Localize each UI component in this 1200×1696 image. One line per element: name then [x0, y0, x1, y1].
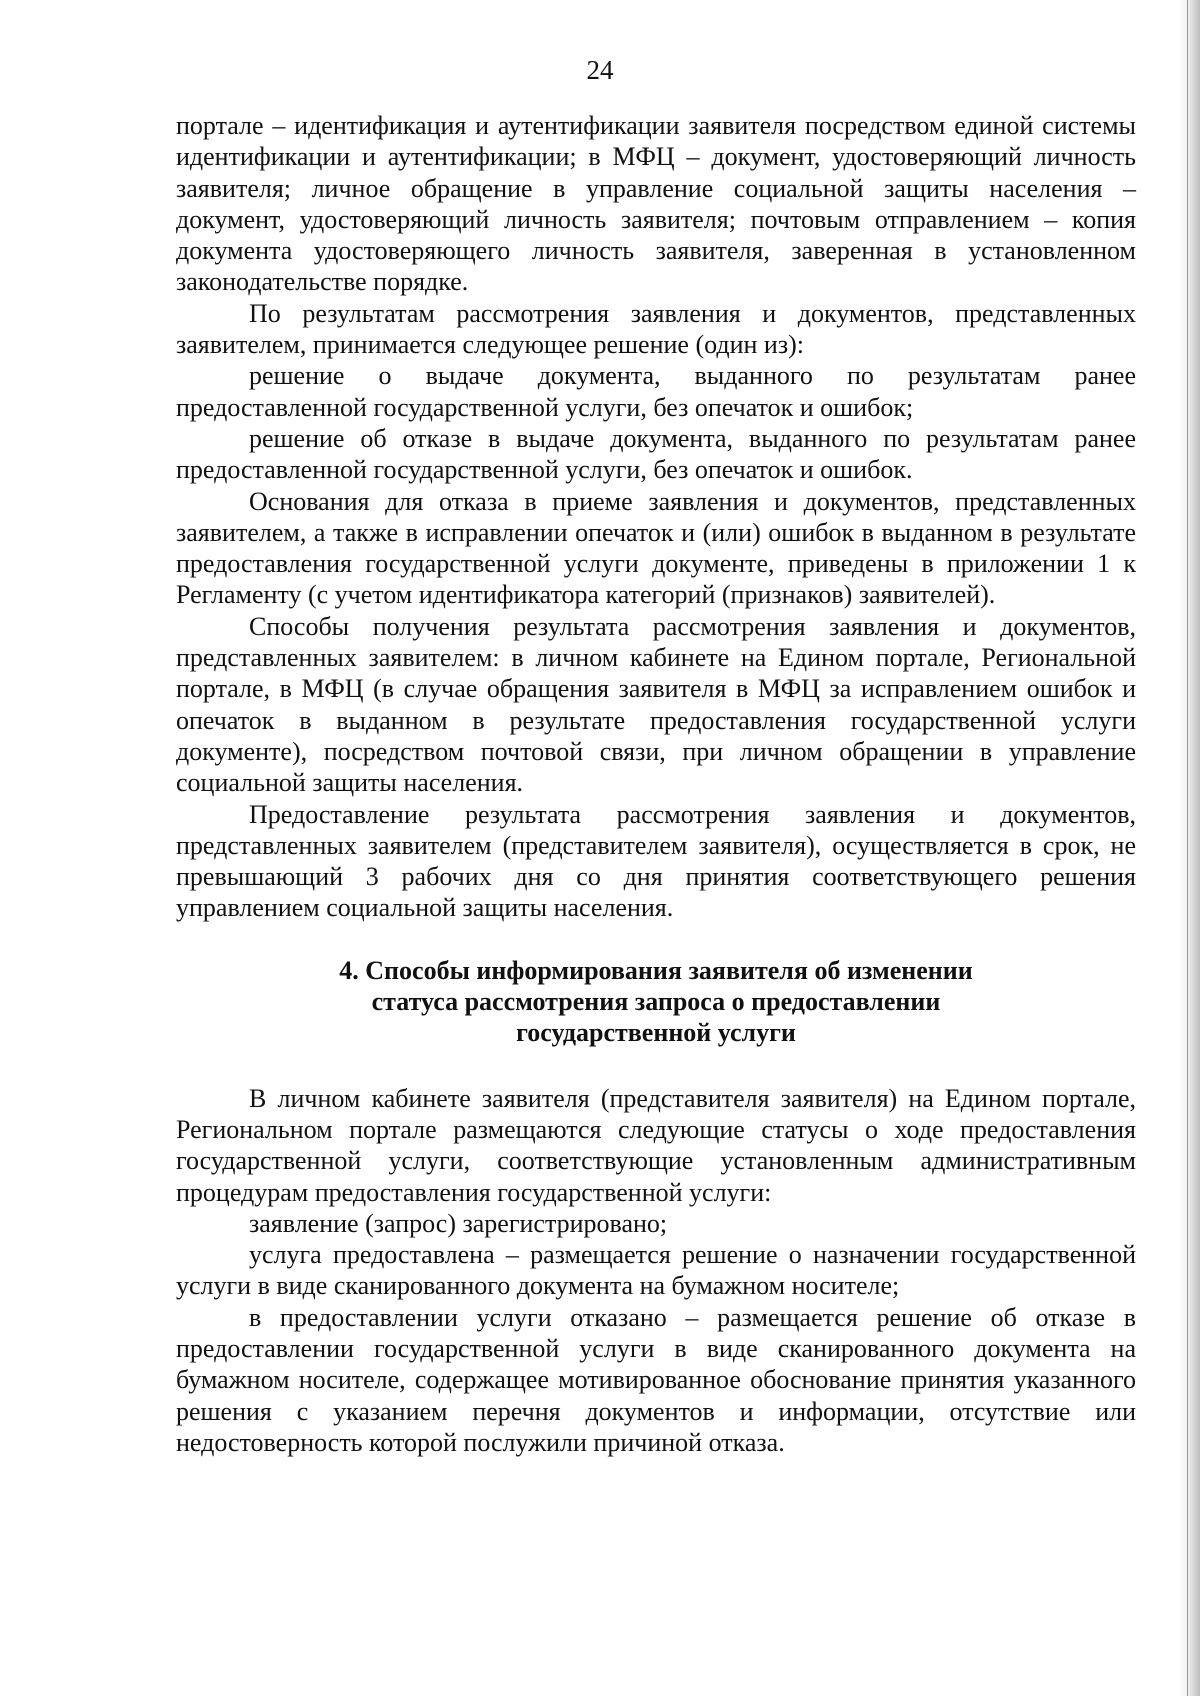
paragraph: заявление (запрос) зарегистрировано; [249, 1208, 668, 1238]
paragraph: В личном кабинете заявителя (представителя заявителя) на Едином портале, Региональном портале размещаются следующие статусы о ходе предоставления государственной услуги, соответствующие установленным административным процедурам предоставления государственной услуги: [176, 1083, 1136, 1207]
page-number: 24 [586, 55, 614, 85]
paragraph: По результатам рассмотрения заявления и документов, представленных заявителем, принимается следующее решение (один из): [176, 298, 1136, 360]
document-body [176, 110, 1136, 1458]
scan-edge-line [1187, 0, 1188, 1696]
paragraph: в предоставлении услуги отказано – размещается решение об отказе в предоставлении государственной услуги в виде сканированного документа на бумажном носителе, содержащее мотивированное обоснование принятия указанного решения с указанием перечня документов и информации, отсутствие или недостоверность которой послужили причиной отказа. [176, 1302, 1136, 1457]
paragraph: решение о выдаче документа, выданного по результатам ранее предоставленной государственной услуги, без опечаток и ошибок; [176, 361, 1136, 422]
paragraph: Предоставление результата рассмотрения заявления и документов, представленных заявителем (представителем заявителя), осуществляется в срок, не превышающий 3 рабочих дня со дня принятия соответствующего решения управлением социальной защиты населения. [176, 799, 1136, 923]
scan-edge-shadow [1178, 0, 1200, 1696]
section-heading-line: государственной услуги [516, 1018, 796, 1048]
paragraph: порталe – идентификация и аутентификации заявителя посредством единой системы идентификации и аутентификации; в МФЦ – документ, удостоверяющий личность заявителя; личное обращение в управление социальной защиты населения – документ, удостоверяющий личность заявителя; почтовым отправлением – копия документа удостоверяющего личность заявителя, заверенная в установленном законодательстве порядке. [176, 111, 1136, 297]
section-heading-line: статуса рассмотрения запроса о предоставлении [371, 987, 941, 1017]
section-heading [176, 955, 1136, 1049]
paragraph: Основания для отказа в приеме заявления и документов, представленных заявителем, а также в исправлении опечаток и (или) ошибок в выданном в результате предоставления государственной услуги документе, приведены в приложении 1 к Регламенту (с учетом идентификатора категорий (признаков) заявителей). [176, 486, 1136, 610]
paragraph: услуга предоставлена – размещается решение о назначении государственной услуги в виде сканированного документа на бумажном носителе; [176, 1240, 1136, 1301]
paragraph: Способы получения результата рассмотрения заявления и документов, представленных заявителем: в личном кабинете на Едином портале, Региональной портале, в МФЦ (в случае обращения заявителя в МФЦ за исправлением ошибок и опечаток в выданном в результате предоставления государственной услуги документе), посредством почтовой связи, при личном обращении в управление социальной защиты населения. [176, 611, 1136, 798]
paragraph: решение об отказе в выдаче документа, выданного по результатам ранее предоставленной государственной услуги, без опечаток и ошибок. [176, 423, 1136, 485]
section-heading-line: 4. Способы информирования заявителя об изменении [339, 955, 973, 985]
